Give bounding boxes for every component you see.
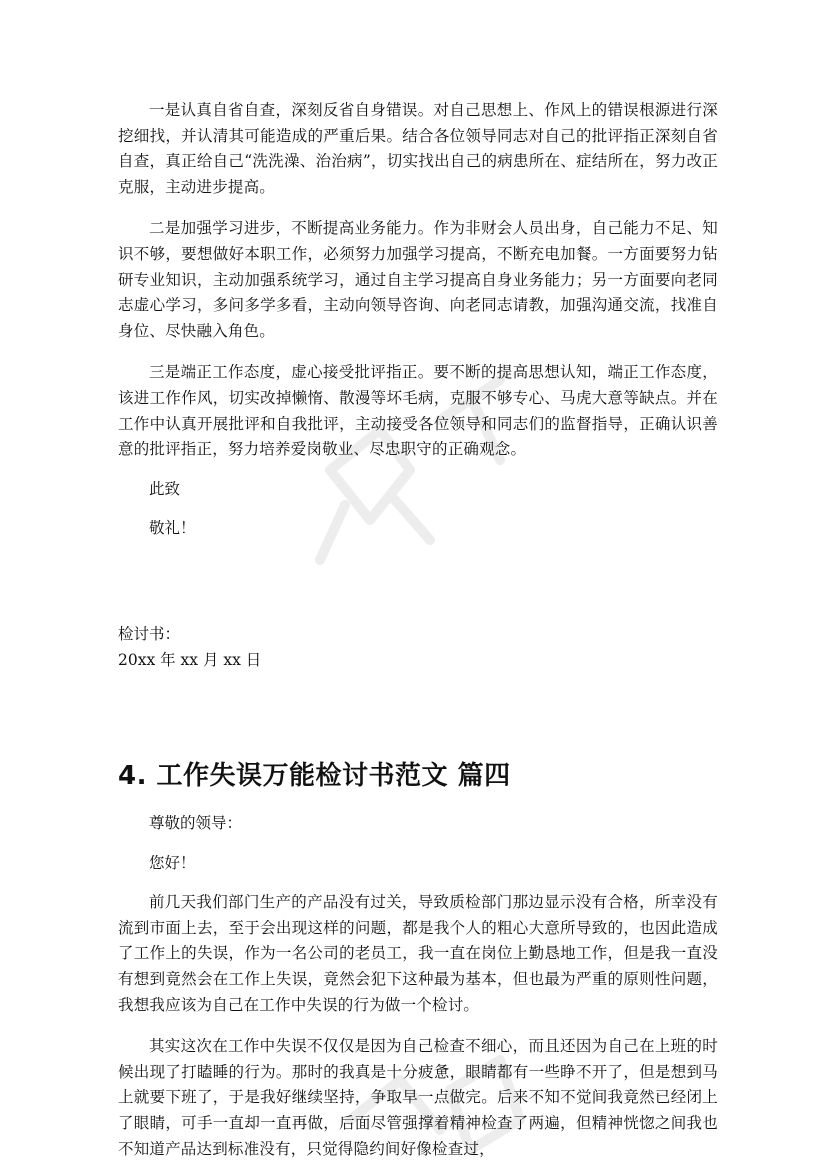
paragraph-study: 二是加强学习进步，不断提高业务能力。作为非财会人员出身，自己能力不足、知识不够，要想做好本职工作，必须努力加强学习提高，不断充电加餐。一方面要努力钻研专业知识，主动加强系统学习，通过自主学习提高自身业务能力；另一方面要向老同志虚心学习，多问多学多看，主动向领导咨询、向老同志请教，加强沟通交流，找准自身位、尽快融入角色。 xyxy=(118,219,718,340)
paragraph-product-failure: 前几天我们部门生产的产品没有过关，导致质检部门那边显示没有合格，所幸没有流到市面上去，至于会出现这样的问题，都是我个人的粗心大意所导致的，也因此造成了工作上的失误，作为一名公司的老员工，我一直在岗位上勤恳地工作，但是我一直没有想到竟然会在工作上失误，竟然会犯下这种最为基本，但也最为严重的原则性问题，我想我应该为自己在工作中失误的行为做一个检讨。 xyxy=(118,893,718,1014)
closing-cizhi: 此致 xyxy=(149,479,181,498)
greeting: 您好！ xyxy=(149,853,196,872)
signature-label: 检讨书： xyxy=(118,624,181,643)
paragraph-self-reflection: 一是认真自省自查，深刻反省自身错误。对自己思想上、作风上的错误根源进行深挖细找，并认清其可能造成的严重后果。结合各位领导同志对自己的批评指正深刻自省自查，真正给自己“洗洗澡、治治病”，切实找出自己的病患所在、症结所在，努力改正克服，主动进步提高。 xyxy=(118,101,718,196)
section-heading: 4. 工作失误万能检讨书范文 篇四 xyxy=(118,761,511,792)
salutation: 尊敬的领导： xyxy=(149,814,243,833)
signature-date: 20xx 年 xx 月 xx 日 xyxy=(118,650,262,669)
document-body xyxy=(118,98,718,1162)
closing-jingli: 敬礼！ xyxy=(149,519,196,538)
paragraph-dozing: 其实这次在工作中失误不仅仅是因为自己检查不细心，而且还因为自己在上班的时候出现了打瞌睡的行为。那时的我真是十分疲惫，眼睛都有一些睁不开了，但是想到马上就要下班了，于是我好继续坚持，争取早一点做完。后来不知不觉间我竟然已经闭上了眼睛，可手一直却一直再做，后面尽管强撑着精神检查了两遍，但精神恍惚之间我也不知道产品达到标准没有，只觉得隐约间好像检查过， xyxy=(118,1037,718,1158)
paragraph-attitude: 三是端正工作态度，虚心接受批评指正。要不断的提高思想认知，端正工作态度，该进工作作风，切实改掉懒惰、散漫等坏毛病，克服不够专心、马虎大意等缺点。并在工作中认真开展批评和自我批评，主动接受各位领导和同志们的监督指导，正确认识善意的批评指正，努力培养爱岗敬业、尽忠职守的正确观念。 xyxy=(118,363,718,459)
